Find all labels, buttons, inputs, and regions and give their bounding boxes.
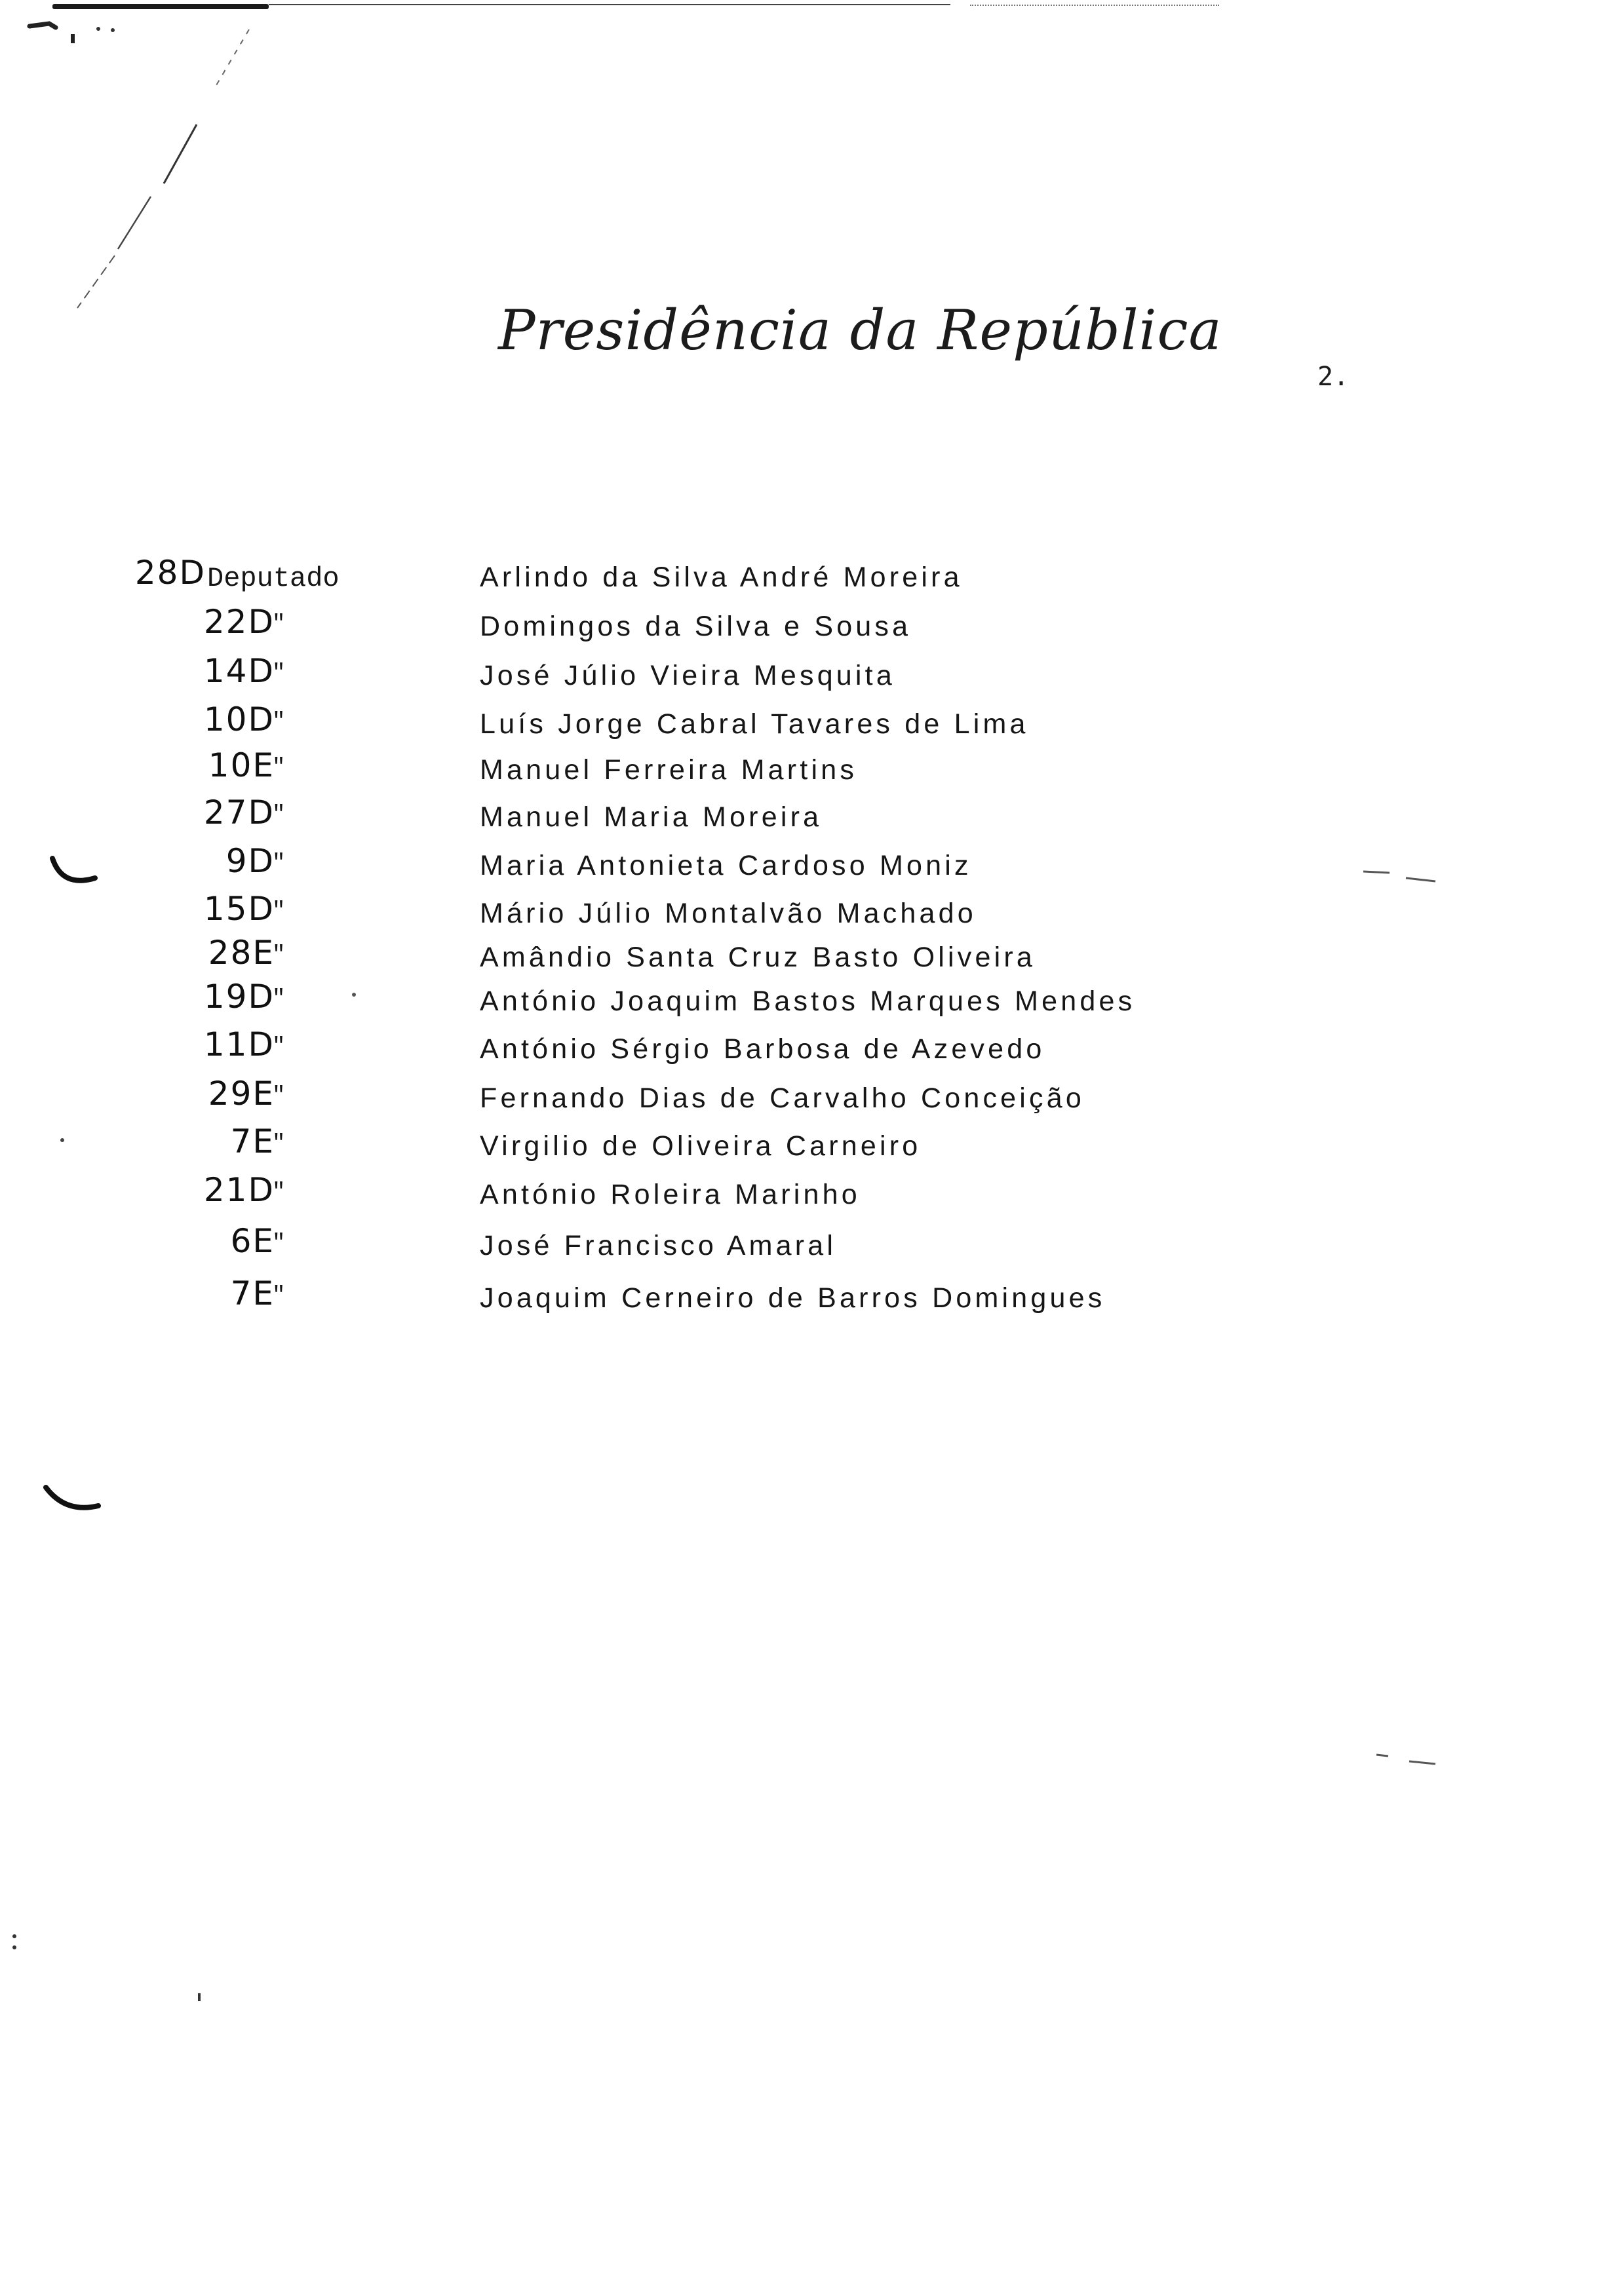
list-item <box>0 700 1615 746</box>
ditto-mark: " <box>272 987 286 1012</box>
list-item <box>0 794 1615 839</box>
entry-name: Mário Júlio Montalvão Machado <box>480 898 977 929</box>
entry-code: 21D <box>203 1171 275 1209</box>
entry-name: Manuel Ferreira Martins <box>480 754 858 786</box>
entry-name: António Roleira Marinho <box>480 1179 861 1210</box>
ditto-mark: " <box>272 756 286 780</box>
ditto-mark: " <box>272 899 286 924</box>
entry-name: Virgilio de Oliveira Carneiro <box>480 1130 922 1162</box>
letterhead-title: Presidência da República <box>498 298 1222 362</box>
ditto-mark: " <box>272 943 286 968</box>
entry-code: 22D <box>203 603 275 641</box>
entry-code: 10E <box>208 746 275 784</box>
ditto-mark: " <box>272 661 286 686</box>
entry-name: António Joaquim Bastos Marques Mendes <box>480 985 1136 1017</box>
entry-name: Arlindo da Silva André Moreira <box>480 562 963 593</box>
entry-name: António Sérgio Barbosa de Azevedo <box>480 1033 1045 1065</box>
entry-name: Amândio Santa Cruz Basto Oliveira <box>480 942 1036 973</box>
page-number: 2. <box>1317 362 1350 392</box>
entry-code: 7E <box>230 1274 275 1312</box>
ditto-mark: " <box>272 1132 286 1157</box>
list-item <box>0 1171 1615 1217</box>
list-item <box>0 1222 1615 1268</box>
ditto-mark: " <box>272 1084 286 1109</box>
ditto-mark: " <box>272 1231 286 1256</box>
ditto-mark: " <box>272 1284 286 1309</box>
list-item <box>0 890 1615 936</box>
entry-code: 28E <box>208 934 275 972</box>
entry-name: Luís Jorge Cabral Tavares de Lima <box>480 708 1029 740</box>
entry-name: Maria Antonieta Cardoso Moniz <box>480 850 972 881</box>
entry-name: Joaquim Cerneiro de Barros Domingues <box>480 1282 1106 1314</box>
ditto-mark: " <box>272 612 286 637</box>
list-item <box>0 842 1615 888</box>
ditto-mark: " <box>272 710 286 735</box>
list-item <box>0 603 1615 649</box>
list-item <box>0 1025 1615 1071</box>
list-item <box>0 978 1615 1024</box>
list-item <box>0 1274 1615 1320</box>
entry-code: 28D <box>134 554 206 592</box>
list-item <box>0 1075 1615 1120</box>
entry-name: Manuel Maria Moreira <box>480 801 823 833</box>
entry-code: 9D <box>225 842 275 880</box>
entry-code: 10D <box>203 700 275 738</box>
entry-code: 14D <box>203 652 275 690</box>
entry-name: Domingos da Silva e Sousa <box>480 611 912 642</box>
list-item <box>0 1122 1615 1168</box>
entry-title: Deputado <box>207 563 340 594</box>
ditto-mark: " <box>272 1035 286 1060</box>
entry-code: 29E <box>208 1075 275 1113</box>
list-item <box>0 934 1615 980</box>
list-item <box>0 746 1615 792</box>
ditto-mark: " <box>272 1180 286 1205</box>
entry-name: José Francisco Amaral <box>480 1230 837 1261</box>
entry-name: José Júlio Vieira Mesquita <box>480 660 895 691</box>
entry-name: Fernando Dias de Carvalho Conceição <box>480 1082 1085 1114</box>
entry-code: 11D <box>203 1025 275 1063</box>
ditto-mark: " <box>272 851 286 876</box>
ditto-mark: " <box>272 803 286 828</box>
entry-code: 27D <box>203 794 275 832</box>
entry-code: 15D <box>203 890 275 928</box>
entry-code: 7E <box>230 1122 275 1160</box>
list-item <box>0 554 1615 600</box>
entry-code: 19D <box>203 978 275 1016</box>
entry-code: 6E <box>230 1222 275 1260</box>
list-item <box>0 652 1615 698</box>
